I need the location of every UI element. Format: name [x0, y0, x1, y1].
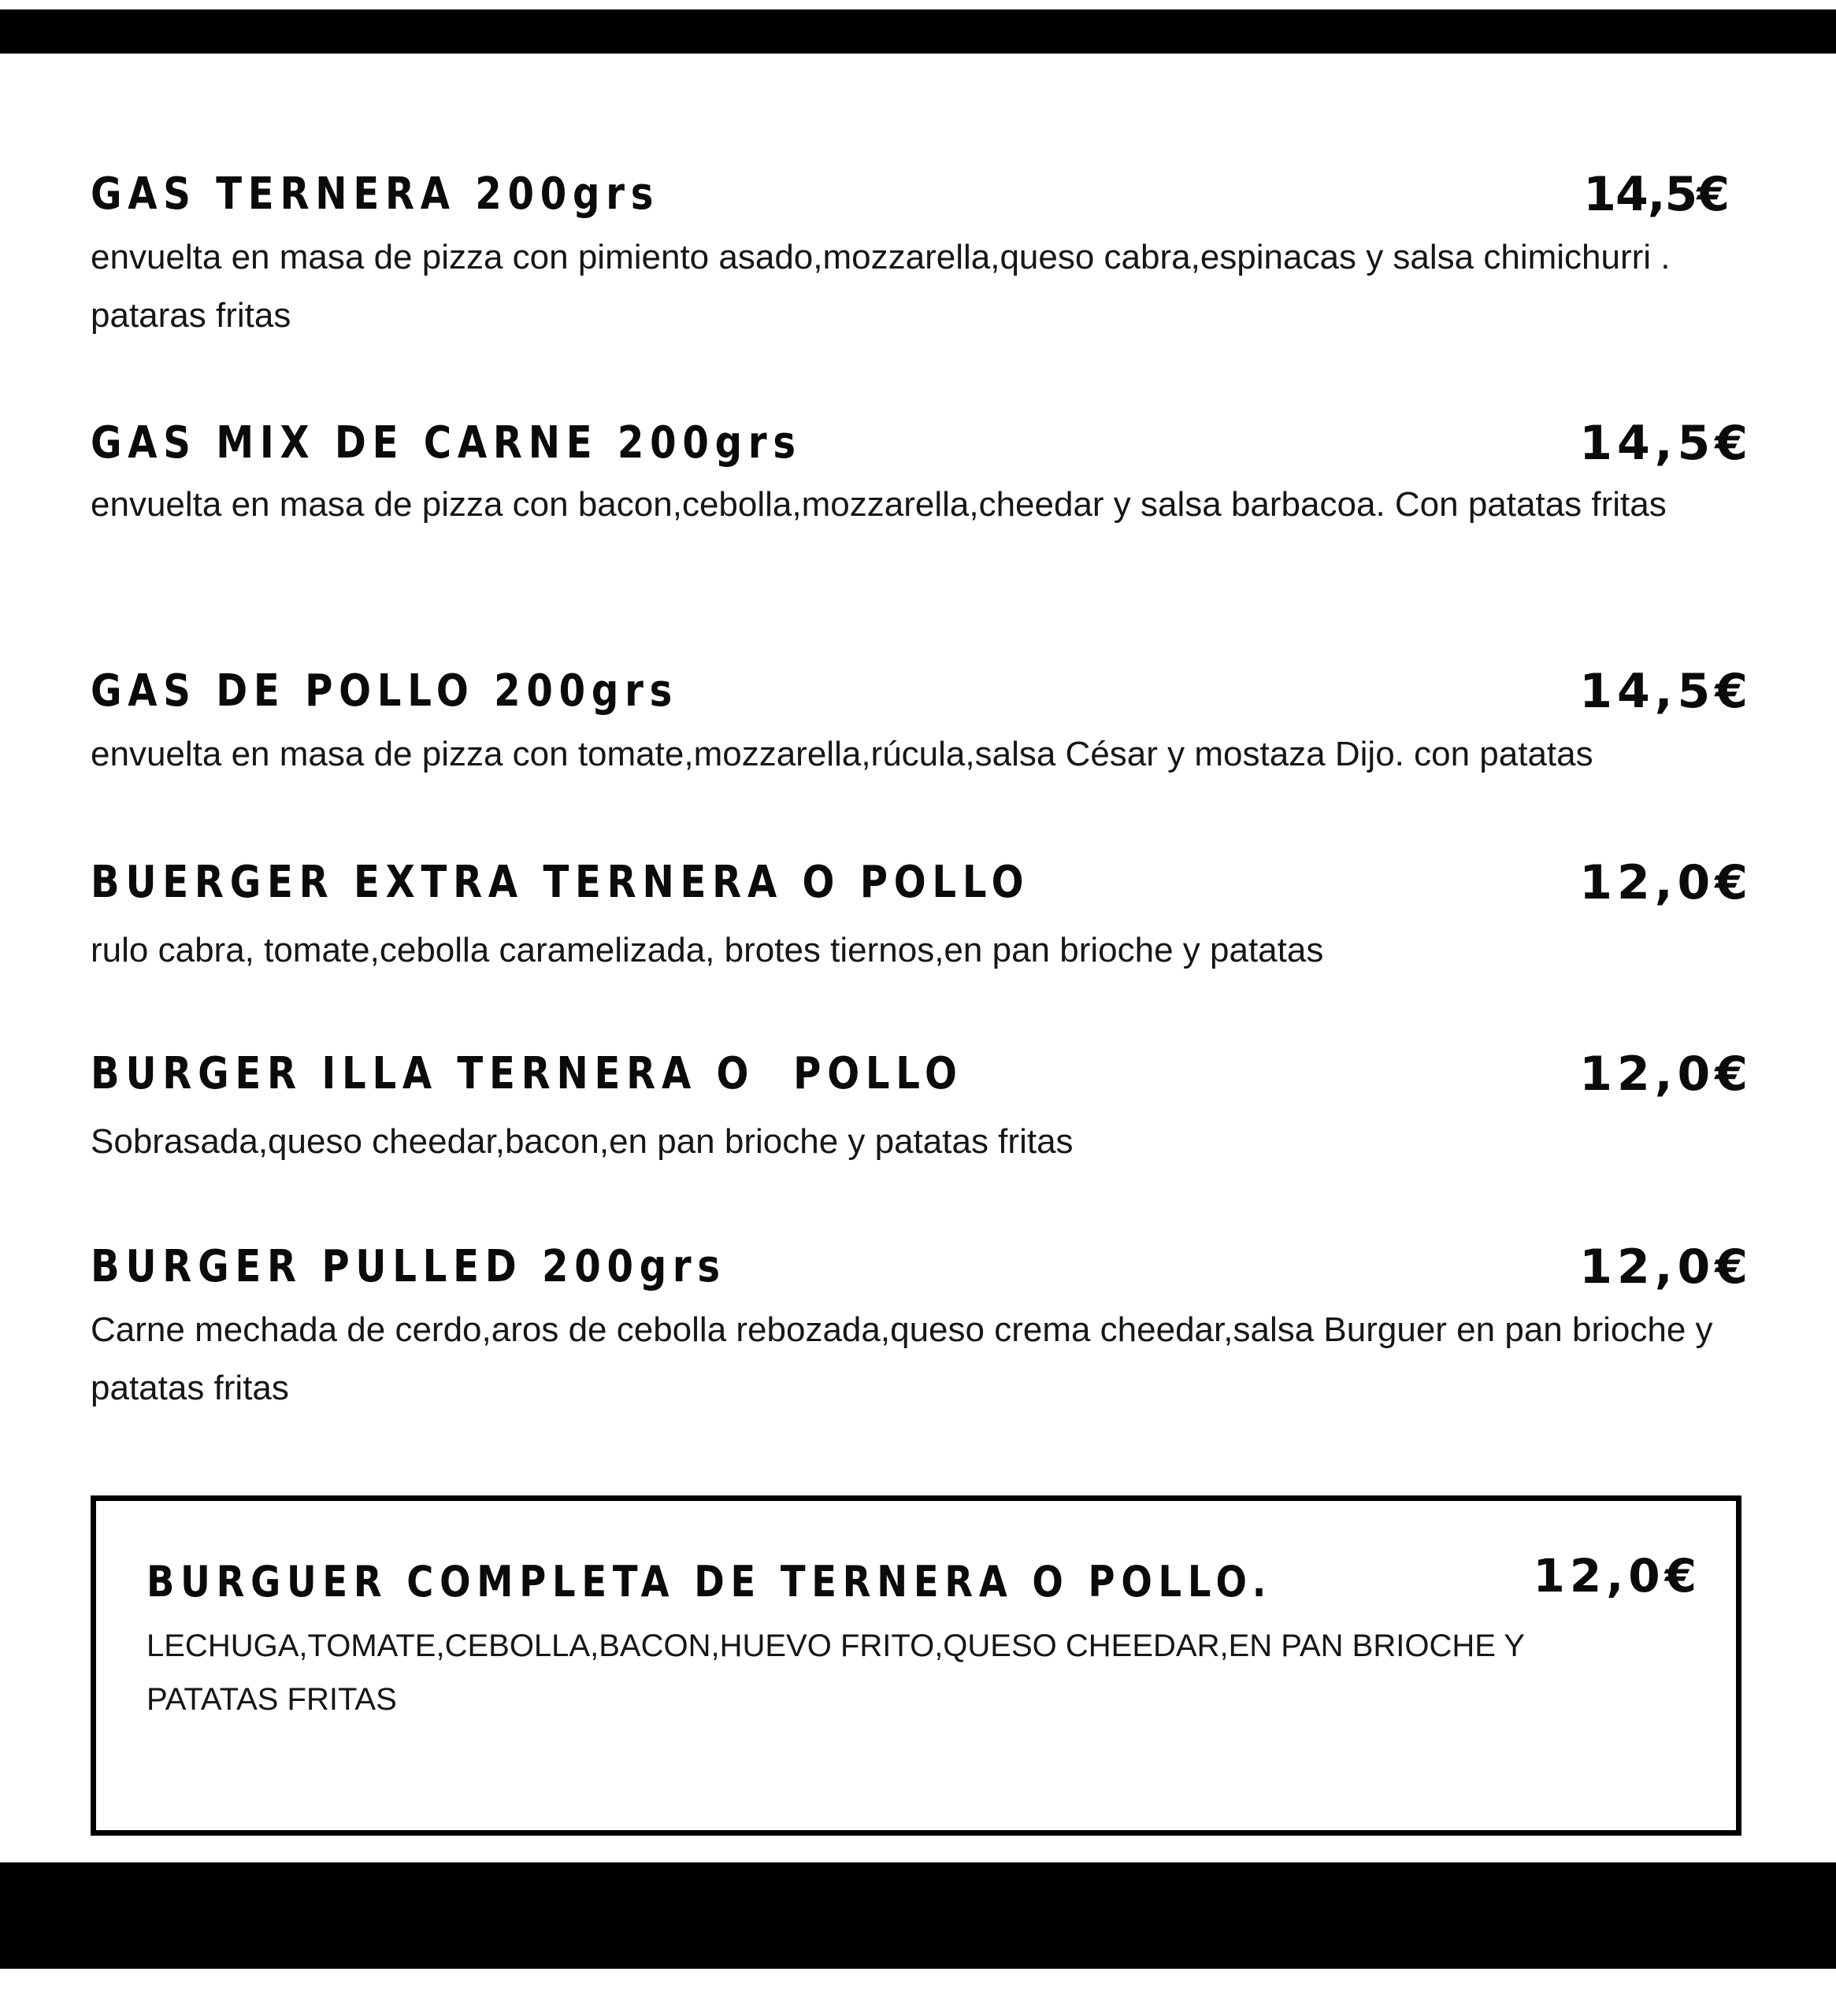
item-title: GAS MIX DE CARNE 200grs [91, 417, 802, 469]
menu-item-burger-illa [91, 1048, 1753, 1190]
item-price: 14,5€ [1579, 664, 1753, 719]
top-bar [0, 9, 1836, 54]
item-price: 14,5€ [1579, 416, 1753, 471]
featured-item-price: 12,0€ [1533, 1549, 1701, 1603]
item-description: envuelta en masa de pizza con bacon,cebolla,mozzarella,cheedar y salsa barbacoa. Con patatas fritas [91, 485, 1667, 524]
menu-item-gas-mix-de-carne [91, 417, 1753, 606]
item-price: 12,0€ [1579, 855, 1753, 910]
item-title: GAS DE POLLO 200grs [91, 665, 678, 717]
item-title: GAS TERNERA 200grs [91, 169, 660, 220]
item-description: envuelta en masa de pizza con tomate,mozzarella,rúcula,salsa César y mostaza Dijo. con patatas [91, 735, 1593, 773]
item-description: Carne mechada de cerdo,aros de cebolla rebozada,queso crema cheedar,salsa Burguer en pan brioche y patatas fritas [91, 1310, 1713, 1407]
featured-item-description: LECHUGA,TOMATE,CEBOLLA,BACON,HUEVO FRITO,QUESO CHEEDAR,EN PAN BRIOCHE Y PATATAS FRITAS [147, 1629, 1525, 1717]
menu-item-burger-pulled [91, 1241, 1753, 1430]
featured-item-title: BURGUER COMPLETA DE TERNERA O POLLO. [147, 1557, 1273, 1606]
item-description: envuelta en masa de pizza con pimiento asado,mozzarella,queso cabra,espinacas y salsa chimichurri . pataras fritas [91, 238, 1671, 335]
item-title: BUERGER EXTRA TERNERA O POLLO [91, 857, 1030, 908]
item-title: BURGER PULLED 200grs [91, 1241, 726, 1292]
menu-item-gas-ternera [91, 169, 1753, 358]
item-description: rulo cabra, tomate,cebolla caramelizada, brotes tiernos,en pan brioche y patatas [91, 931, 1324, 969]
item-description: Sobrasada,queso cheedar,bacon,en pan brioche y patatas fritas [91, 1122, 1074, 1161]
menu-item-gas-de-pollo [91, 665, 1753, 807]
item-title: BURGER ILLA TERNERA O POLLO [91, 1048, 963, 1099]
bottom-bar [0, 1862, 1836, 1969]
featured-item-box [91, 1495, 1741, 1836]
item-price: 12,0€ [1579, 1240, 1753, 1295]
item-price: 12,0€ [1579, 1047, 1753, 1102]
item-price: 14,5€ [1583, 167, 1729, 222]
menu-item-buerger-extra [91, 857, 1753, 999]
